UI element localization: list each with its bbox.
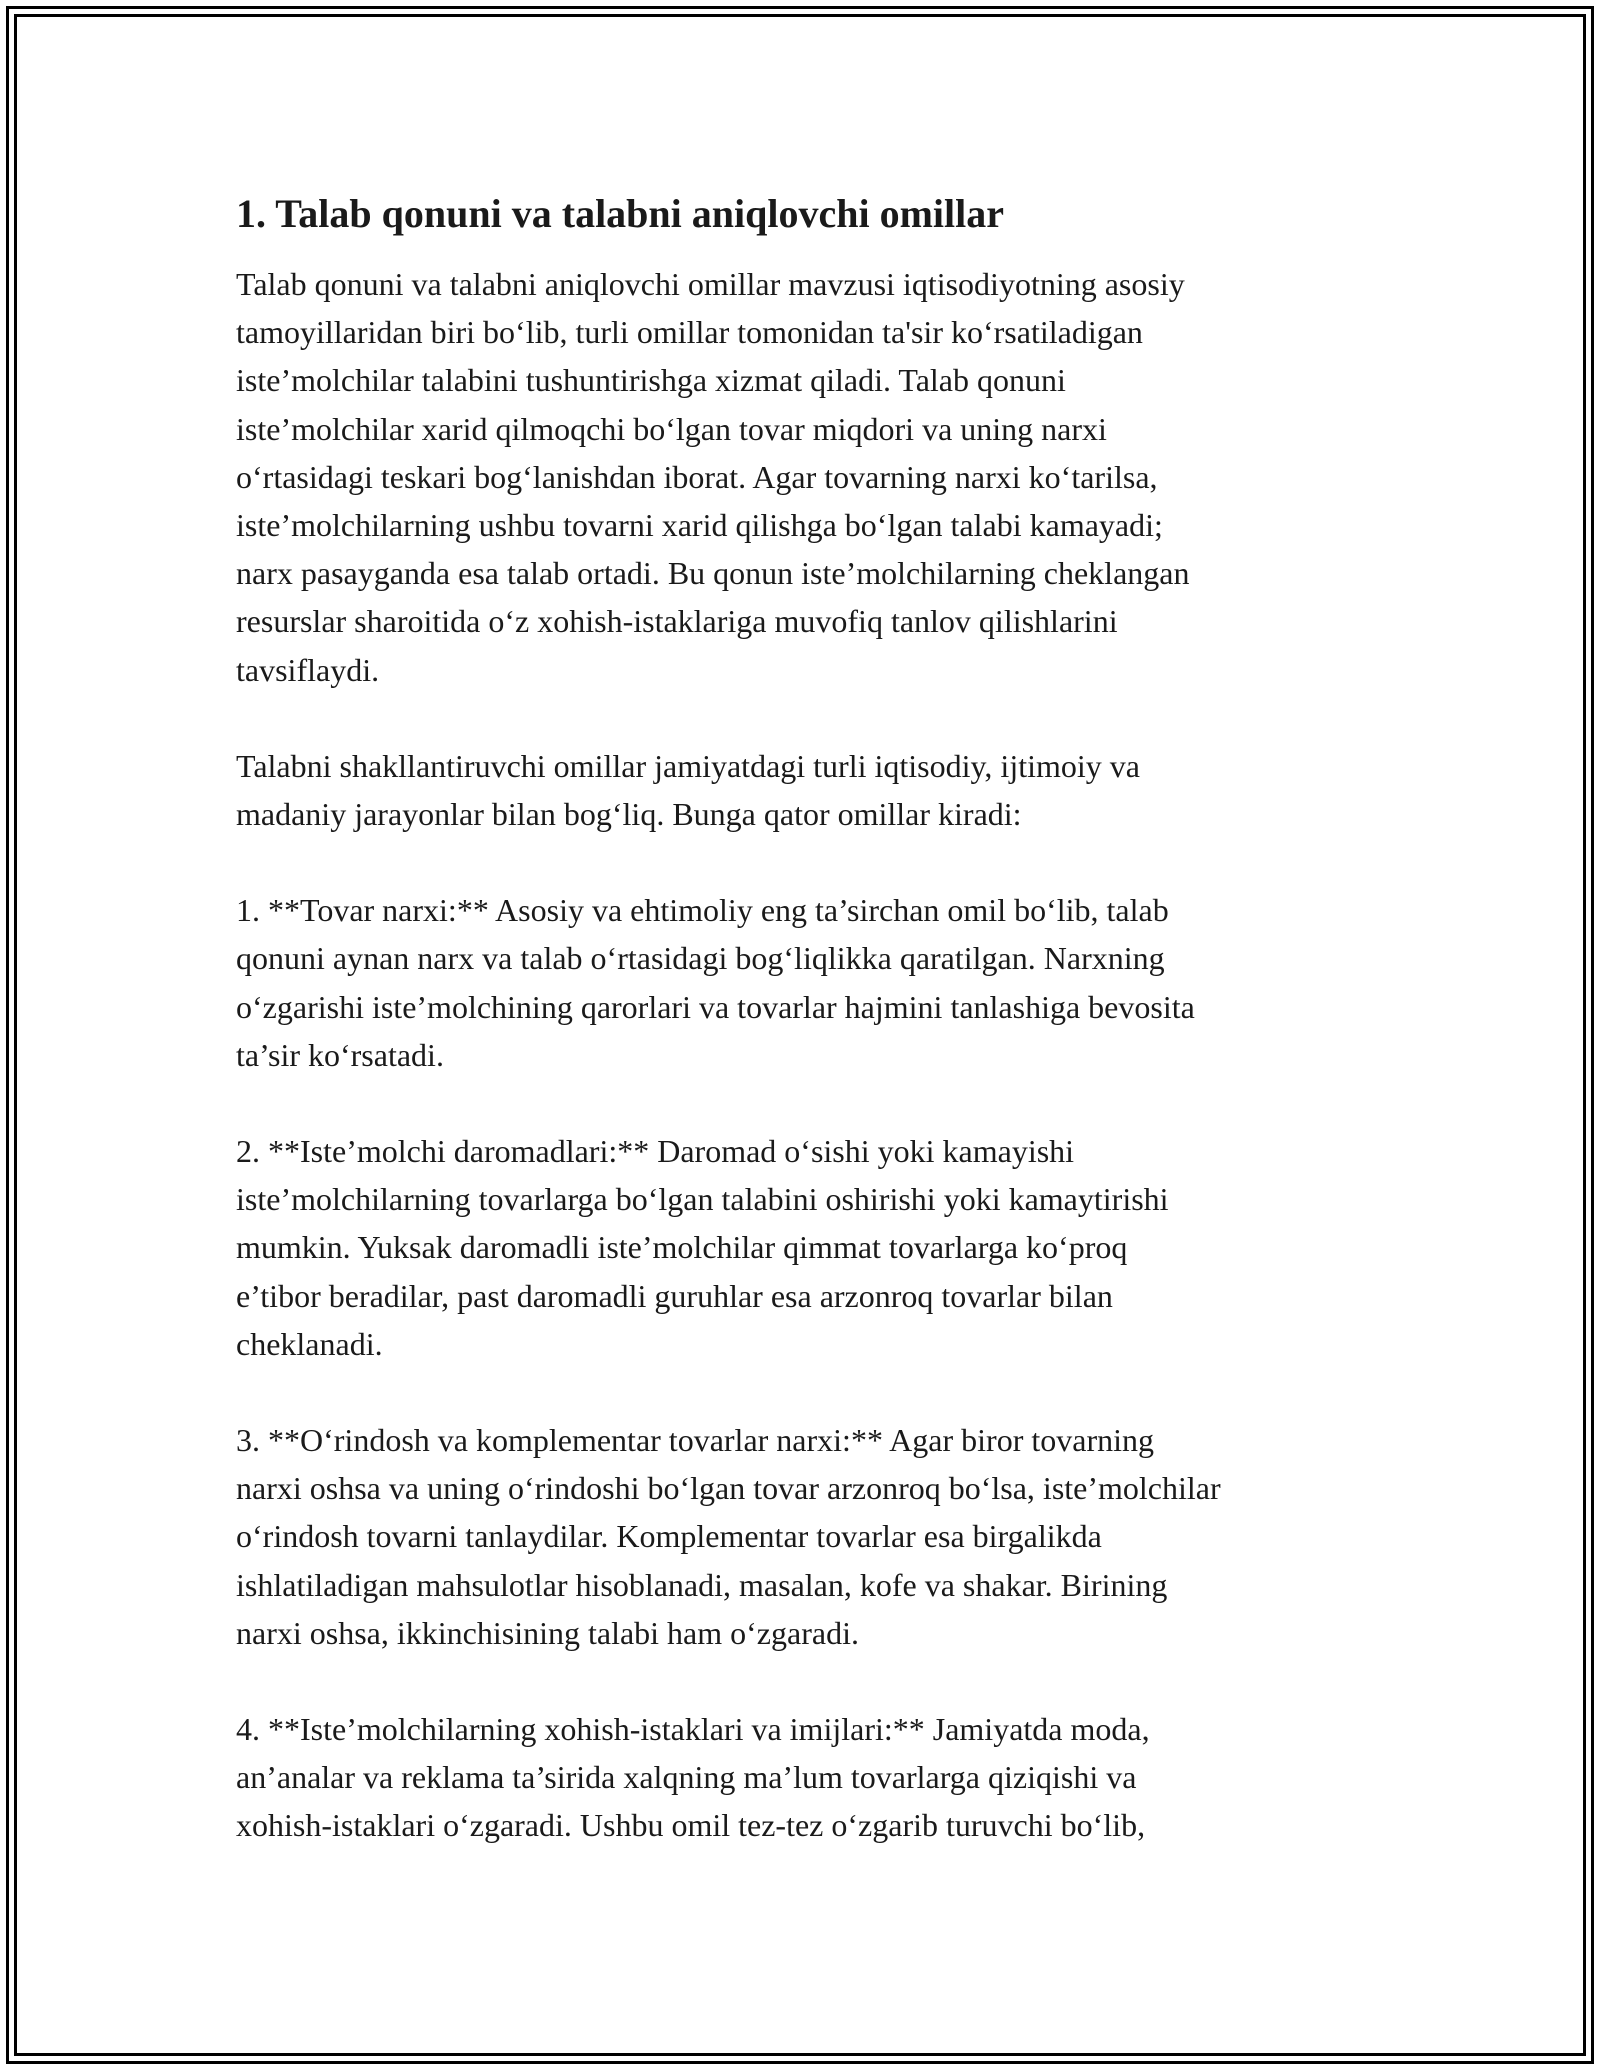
list-item-income: 2. **Iste’molchi daromadlari:** Daromad o‘sishi yoki kamayishi iste’molchilarning tovarlarga bo‘lgan talabini oshirishi yoki kamaytirishi mumkin. Yuksak daromadli iste’molchilar qimmat tovarlarga ko‘proq e’tibor beradilar, past daromadli guruhlar esa arzonroq tovarlar bilan cheklanadi. — [236, 1133, 1169, 1362]
paragraph-factors-intro: Talabni shakllantiruvchi omillar jamiyatdagi turli iqtisodiy, ijtimoiy va madaniy jarayonlar bilan bog‘liq. Bunga qator omillar kiradi: — [236, 747, 1140, 833]
document-body — [236, 186, 1386, 1850]
list-item-preferences: 4. **Iste’molchilarning xohish-istaklari va imijlari:** Jamiyatda moda, an’analar va reklama ta’sirida xalqning ma’lum tovarlarga qiziqishi va xohish-istaklari o‘zgaradi. Ushbu omil tez-tez o‘zgarib turuvchi bo‘lib, — [236, 1711, 1150, 1844]
paragraph-intro: Talab qonuni va talabni aniqlovchi omillar mavzusi iqtisodiyotning asosiy tamoyillaridan biri bo‘lib, turli omillar tomonidan ta'sir ko‘rsatiladigan iste’molchilar talabini tushuntirishga xizmat qiladi. Talab qonuni iste’molchilar xarid qilmoqchi bo‘lgan tovar miqdori va uning narxi o‘rtasidagi teskari bog‘lanishdan iborat. Agar tovarning narxi ko‘tarilsa, iste’molchilarning ushbu tovarni xarid qilishga bo‘lgan talabi kamayadi; narx pasayganda esa talab ortadi. Bu qonun iste’molchilarning cheklangan resurslar sharoitida o‘z xohish-istaklariga muvofiq tanlov qilishlarini tavsiflaydi. — [236, 266, 1190, 688]
list-item-price: 1. **Tovar narxi:** Asosiy va ehtimoliy eng ta’sirchan omil bo‘lib, talab qonuni aynan narx va talab o‘rtasidagi bog‘liqlikka qaratilgan. Narxning o‘zgarishi iste’molchining qarorlari va tovarlar hajmini tanlashiga bevosita ta’sir ko‘rsatadi. — [236, 892, 1195, 1073]
list-item-substitutes: 3. **O‘rindosh va komplementar tovarlar narxi:** Agar biror tovarning narxi oshsa va uning o‘rindoshi bo‘lgan tovar arzonroq bo‘lsa, iste’molchilar o‘rindosh tovarni tanlaydilar. Komplementar tovarlar esa birgalikda ishlatiladigan mahsulotlar hisoblanadi, masalan, kofe va shakar. Birining narxi oshsa, ikkinchisining talabi ham o‘zgaradi. — [236, 1422, 1221, 1651]
section-title: 1. Talab qonuni va talabni aniqlovchi omillar — [236, 191, 1005, 236]
